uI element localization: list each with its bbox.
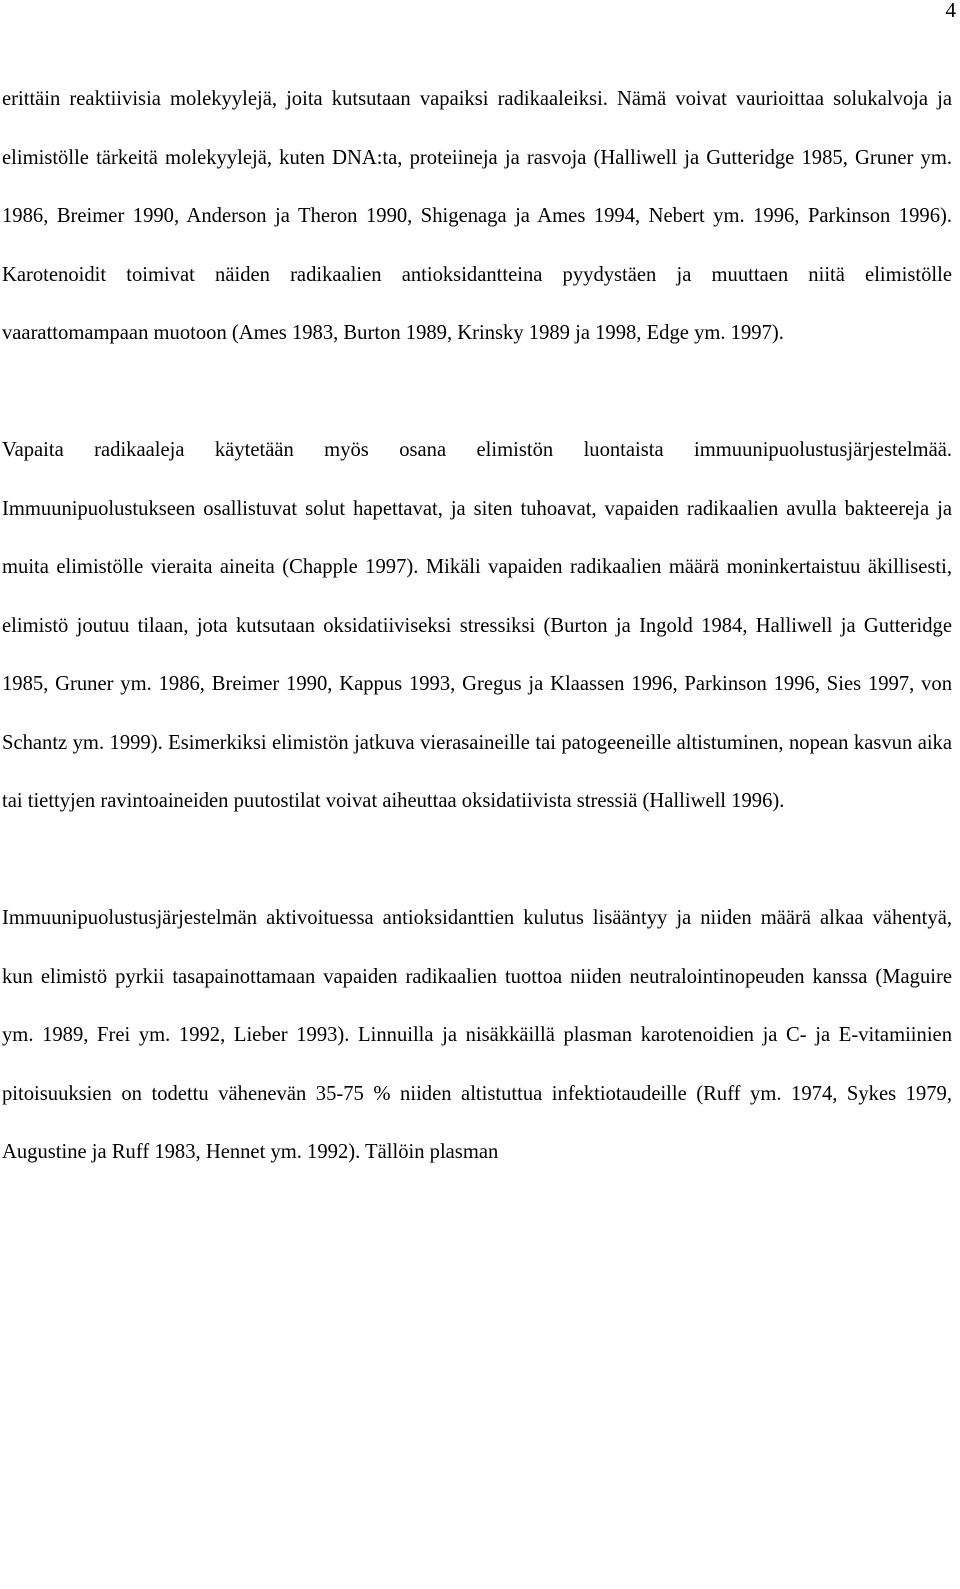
page-number: 4 [945, 0, 956, 22]
body-text [2, 70, 952, 1182]
paragraph-immune-defense: Vapaita radikaaleja käytetään myös osana elimistön luontaista immuunipuolustusjärjestelmää. Immuunipuolustukseen osallistuvat solut hapettavat, ja siten tuhoavat, vapaiden radikaalien avulla bakteereja ja muita elimistölle vieraita aineita (Chapple 1997). Mikäli vapaiden radikaalien määrä moninkertaistuu äkillisesti, elimistö joutuu tilaan, jota kutsutaan oksidatiiviseksi stressiksi (Burton ja Ingold 1984, Halliwell ja Gutteridge 1985, Gruner ym. 1986, Breimer 1990, Kappus 1993, Gregus ja Klaassen 1996, Parkinson 1996, Sies 1997, von Schantz ym. 1999). Esimerkiksi elimistön jatkuva vierasaineille tai patogeeneille altistuminen, nopean kasvun aika tai tiettyjen ravintoaineiden puutostilat voivat aiheuttaa oksidatiivista stressiä (Halliwell 1996). [2, 439, 952, 812]
paragraph-free-radicals: erittäin reaktiivisia molekyylejä, joita kutsutaan vapaiksi radikaaleiksi. Nämä voivat vaurioittaa solukalvoja ja elimistölle tärkeitä molekyylejä, kuten DNA:ta, proteiineja ja rasvoja (Halliwell ja Gutteridge 1985, Gruner ym. 1986, Breimer 1990, Anderson ja Theron 1990, Shigenaga ja Ames 1994, Nebert ym. 1996, Parkinson 1996). Karotenoidit toimivat näiden radikaalien antioksidantteina pyydystäen ja muuttaen niitä elimistölle vaarattomampaan muotoon (Ames 1983, Burton 1989, Krinsky 1989 ja 1998, Edge ym. 1997). [2, 88, 952, 344]
paragraph-antioxidant-consumption: Immuunipuolustusjärjestelmän aktivoituessa antioksidanttien kulutus lisääntyy ja niiden määrä alkaa vähentyä, kun elimistö pyrkii tasapainottamaan vapaiden radikaalien tuottoa niiden neutralointinopeuden kanssa (Maguire ym. 1989, Frei ym. 1992, Lieber 1993). Linnuilla ja nisäkkäillä plasman karotenoidien ja C- ja E-vitamiinien pitoisuuksien on todettu vähenevän 35-75 % niiden altistuttua infektiotaudeille (Ruff ym. 1974, Sykes 1979, Augustine ja Ruff 1983, Hennet ym. 1992). Tällöin plasman [2, 907, 952, 1163]
paragraph-spacer [2, 363, 952, 422]
paragraph-spacer [2, 831, 952, 890]
